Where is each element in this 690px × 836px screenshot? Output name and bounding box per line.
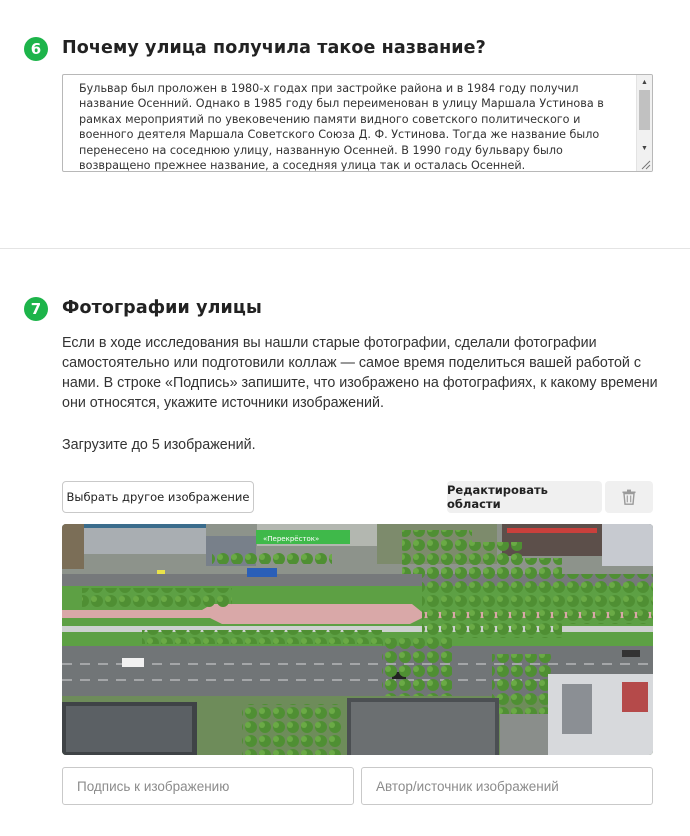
upload-limit-note: Загрузите до 5 изображений. [62, 437, 256, 453]
scroll-thumb[interactable] [639, 90, 650, 130]
answer-line: возвращено прежнее название, а соседняя улица так и осталась Осенней. [79, 159, 526, 172]
uploaded-street-photo [62, 524, 653, 755]
scroll-up-arrow-icon[interactable]: ▲ [641, 78, 648, 86]
edit-areas-button[interactable]: Редактировать области [447, 481, 602, 513]
section-title: Фотографии улицы [62, 298, 262, 318]
answer-line: военного деятеля Маршала Советского Союза Д. Ф. Устинова. Тогда же название было [79, 128, 600, 142]
answer-text[interactable] [79, 81, 631, 172]
section-number-badge: 7 [24, 297, 48, 321]
section-title: Почему улица получила такое название? [62, 38, 486, 58]
answer-line: Бульвар был проложен в 1980-х годах при застройке района и в 1984 году получил [79, 82, 579, 95]
textarea-scrollbar[interactable] [636, 75, 652, 171]
description-line: Если в ходе исследования вы нашли старые фотографии, сделали фотографии [62, 335, 597, 351]
answer-line: рамках мероприятий по увековечению памяти видного советского политического и [79, 112, 581, 126]
answer-line: перенесено на соседнюю улицу, названную Осенней. В 1990 году бульвару было [79, 143, 563, 157]
store-sign-text: «Перекрёсток» [263, 535, 320, 543]
delete-image-button[interactable] [605, 481, 653, 513]
resize-handle-icon[interactable] [639, 158, 651, 170]
trash-icon [622, 489, 636, 505]
description-line: самостоятельно или подготовили коллаж — самое время поделиться вашей работой с [62, 355, 642, 371]
street-name-answer-textarea[interactable] [62, 74, 653, 172]
answer-line: название Осенний. Однако в 1985 году был переименован в улицу Маршала Устинова в [79, 97, 604, 111]
street-photo-illustration [62, 524, 653, 755]
section-description [62, 333, 662, 413]
section-divider [0, 248, 690, 249]
scroll-down-arrow-icon[interactable]: ▼ [641, 144, 648, 152]
image-caption-input[interactable] [62, 767, 354, 805]
description-line: они относятся, укажите источники изображений. [62, 395, 384, 411]
image-author-input[interactable] [361, 767, 653, 805]
section-number-badge: 6 [24, 37, 48, 61]
description-line: нами. В строке «Подпись» запишите, что изображено на фотографиях, к какому времени [62, 375, 658, 391]
choose-other-image-button[interactable]: Выбрать другое изображение [62, 481, 254, 513]
